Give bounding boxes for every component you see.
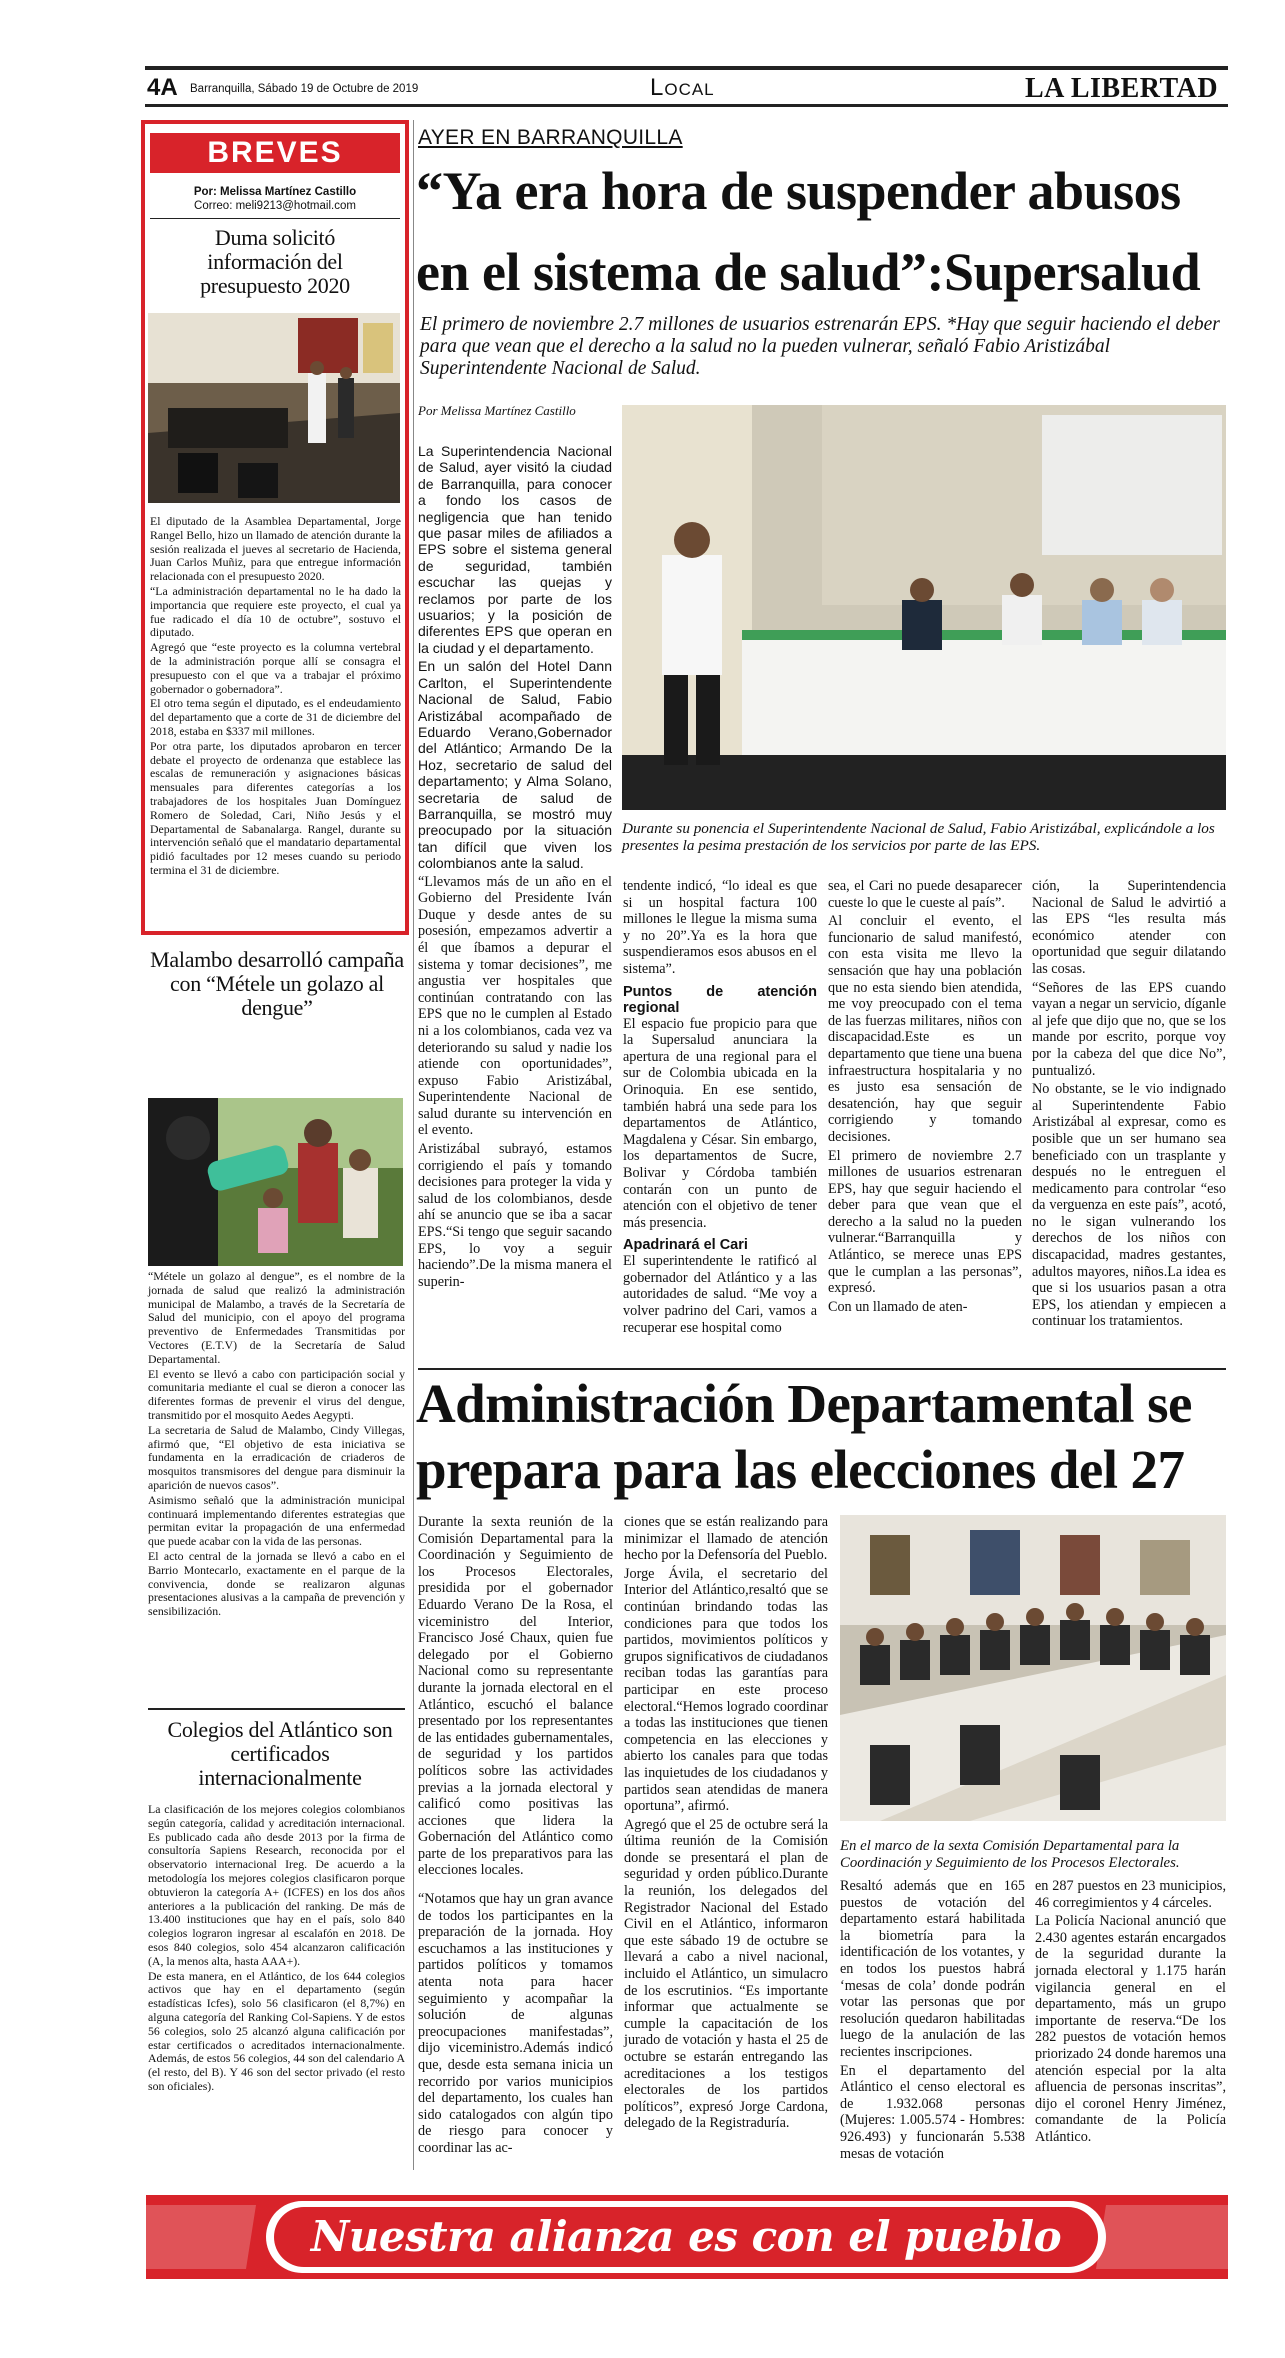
- header-bottom-rule: [145, 104, 1228, 107]
- story-divider: [418, 1368, 1226, 1370]
- breves-paragraph: Agregó que “este proyecto es la columna vertebral de la administración porque allí se consagra el presupuesto con el que va a trabajar el próximo gobernador o gobernadora”.: [150, 640, 401, 696]
- sidebar-divider: [148, 1708, 405, 1710]
- main-paragraph: “Llevamos más de un año en el Gobierno del Presidente Iván Duque y desde antes de su posesión, empezamos advertir a él que íbamos a depurar el sistema y tomar decisiones”, me angustia ver hospitales que continúan contratando con las EPS que no le cumplen al Estado ni a los colombianos, cada vez va deteriorando su salud y nadie los atiende con oportunidades”, expuso Fabio Aristizábal, Superintendente Nacional de salud durante su intervención en el evento.: [418, 873, 612, 1139]
- subhead-cari: Apadrinará el Cari: [623, 1237, 748, 1254]
- malambo-paragraph: El evento se llevó a cabo con participación social y comunitaria mediante el cual se dieron a conocer las diferentes formas de prevenir el virus del dengue, transmitido por el mosquito Aedes Aegypti.: [148, 1366, 405, 1422]
- malambo-photo: [148, 1098, 403, 1266]
- second-paragraph: Agregó que el 25 de octubre será la última reunión de la Comisión donde se presentará el plan de seguridad y orden público.Durante la reunión, los delegados del Registrador Nacional del Estado Civil en el Atlántico, informaron que este sábado 19 de octubre se llevará a cabo a nivel nacional, incluido el Atlántico, un simulacro de los escrutinios. “Es importante informar que actualmente se cumple la capacitación de los jurado de votación y hasta el 25 de octubre se estarán entregando las acreditaciones a los testigos electorales de los partidos políticos”, expresó Jorge Cardona, delegado de la Registraduría.: [624, 1816, 828, 2132]
- second-paragraph: Jorge Ávila, el secretario del Interior del Atlántico,resaltó que se continúan brindando todas las condiciones para que todos los partidos, movimientos políticos y grupos significativos de ciudadanos reciban todas las garantías para participar en este proceso electoral.“Hemos logrado coordinar a todas las instituciones que tienen competencia en las elecciones y abierto los canales para que todas las inquietudes de los ciudadanos y partidos sean atendidas de manera oportuna”, afirmó.: [624, 1565, 828, 1815]
- malambo-paragraph: La secretaria de Salud de Malambo, Cindy Villegas, afirmó que, “El objetivo de esta iniciativa se fundamenta en la erradicación de criaderos de mosquitos transmisores del dengue para disminuir la aparición de nuevos casos”.: [148, 1422, 405, 1492]
- sidebar-column-rule: [413, 120, 414, 2170]
- main-paragraph: El primero de noviembre 2.7 millones de usuarios estrenaran EPS, hay que seguir haciendo el deber para que vean que el derecho a la salud no la pueden vulnerar.“Barranquilla y Atlántico, se merece unas EPS que le cumplan a las personas”, expresó.: [828, 1147, 1022, 1297]
- second-paragraph: Resaltó además que en 165 puestos de votación del departamento estará habilitada la biometría para la identificación de los votantes, y en todos los puestos habrá ‘mesas de cola’ donde podrán votar las personas que por resolución quedaron habilitadas luego de la anulación de las recientes inscripciones.: [840, 1878, 1025, 2060]
- breves-paragraph: El diputado de la Asamblea Departamental, Jorge Rangel Bello, hizo un llamado de atención durante la sesión realizada el jueves al secretario de Hacienda, Juan Carlos Muñiz, para que entregue información relacionada con el presupuesto 2020.: [150, 514, 401, 584]
- second-paragraph: en 287 puestos en 23 municipios, 46 corregimientos y 4 cárceles.: [1035, 1878, 1226, 1911]
- main-paragraph: ción, la Superintendencia Nacional de Salud le advirtió a las EPS “les resulta más económico atender con oportunidad que seguir dilatando las cosas.: [1032, 878, 1226, 977]
- colegios-body: [148, 1803, 405, 2095]
- kicker: AYER EN BARRANQUILLA: [418, 126, 683, 149]
- main-column-2: [623, 878, 817, 1338]
- second-paragraph: “Notamos que hay un gran avance de todos los participantes en la preparación de la jornada. Hoy escuchamos a las instituciones y partidos políticos y tomamos atenta nota para hacer seguimiento y acompañar la solución de algunas preocupaciones manifestadas”, dijo viceministro.Además indicó que, desde esta semana inicia un recorrido por varios municipios del departamento, los cuales han sido catalogados con algún tipo de riesgo para conocer y coordinar las ac-: [418, 1891, 614, 2156]
- assembly-photo: [148, 313, 400, 503]
- second-headline-line2: prepara para las elecciones del 27: [416, 1439, 1185, 1500]
- newspaper-name: LA LIBERTAD: [1025, 73, 1219, 104]
- breves-headline: Duma solicitó información del presupuesto 2020: [200, 225, 350, 298]
- main-paragraph: La Superintendencia Nacional de Salud, ayer visitó la ciudad de Barranquilla, para conocer a fondo los casos de negligencia que han tenido que pasar miles de afiliados a EPS sobre el sistema general de seguridad, también escuchar las quejas y reclamos por parte de los usuarios; y la posición de diferentes EPS que operan en la ciudad y el departamento.: [418, 443, 612, 656]
- main-column-3: [828, 878, 1022, 1317]
- breves-title: BREVES: [150, 133, 400, 173]
- main-paragraph: Al concluir el evento, el funcionario de salud manifestó, con esta visita me llevo la sensación que hay una población que no esta siendo bien atendida, me voy preocupado con el tema de las fuerzas militares, niños con discapacidad.Este es un departamento que tiene una buena infraestructura hospitalaria y no es justo esa sensación de desatención, hay que seguir corrigiendo y tomando decisiones.: [828, 913, 1022, 1145]
- malambo-headline: Malambo desarrolló campaña con “Métele un golazo al dengue”: [150, 947, 404, 1020]
- main-headline-line1: “Ya era hora de suspender abusos: [416, 161, 1181, 221]
- second-paragraph: La Policía Nacional anunció que 2.430 agentes estarán encargados de la seguridad durante la jornada electoral y 1.175 harán vigilancia general en el departamento, más un grupo importante de reserva.“De los 282 puestos de votación hemos priorizado 24 donde haremos una atención especial por la alta afluencia de personas inscritas”, dijo el coronel Henry Jiménez, comandante de la Policía Atlántico.: [1035, 1913, 1226, 2145]
- breves-author: Por: Melissa Martínez Castillo: [193, 186, 357, 198]
- page-date: Barranquilla, Sábado 19 de Octubre de 2019: [190, 83, 419, 95]
- second-paragraph: Durante la sexta reunión de la Comisión Departamental para la Coordinación y Seguimiento de los Procesos Electorales, presidida por el gobernador Eduardo Verano De la Rosa, el viceministro del Interior, Francisco José Chaux, quien fue delegado por el Gobierno Nacional como su representante durante la jornada electoral en el Atlántico, escuchó el balance presentado por los representantes de las entidades gubernamentales, de seguridad y los partidos políticos sobre las actividades previas a la jornada electoral y calificó como positivas las acciones que lidera la Gobernación del Atlántico como parte de los preparativos para las elecciones locales.: [418, 1514, 613, 1879]
- section-label: Local: [650, 74, 715, 101]
- second-headline-line1: Administración Departamental se: [416, 1373, 1192, 1434]
- main-paragraph: En un salón del Hotel Dann Carlton, el Superintendente Nacional de Salud, Fabio Aristizábal acompañado de Eduardo Verano,Gobernador del Atlántico; Armando De la Hoz, secretario de salud del departamento; y Alma Solano, secretaria de salud de Barranquilla, se mostró muy preocupado por la situación tan difícil que viven los colombianos ante la salud.: [418, 658, 612, 872]
- header-top-rule: [145, 66, 1228, 70]
- second-column-1: [418, 1514, 613, 2159]
- breves-paragraph: Por otra parte, los diputados aprobaron en tercer debate el proyecto de ordenanza que establece las escalas de remuneración y asignaciones básicas mensuales para diferentes categorías a los trabajadores de los hospitales Juan Domínguez Romero de Soledad, Cari, Niño Jesús y el Departamental de Sabanalarga. Rangel, durante su intervención señaló que el mandatario departamental pidió facultades por 12 meses cuando su periodo termina el 31 de diciembre.: [150, 738, 401, 877]
- page-number: 4A: [147, 74, 178, 101]
- bottom-banner: [146, 2195, 1228, 2279]
- main-paragraph: El espacio fue propicio para que la Supersalud anunciara la apertura de una regional para el sur de Colombia ubicada en la Orinoquia. En ese sentido, también habrá una sede para los departamentos de Atlántico, Magdalena y César. Sin embargo, los departamentos de Sucre, Bolivar y Córdoba también contarán con un punto de atención con el objetivo de tener más presencia.: [623, 1015, 817, 1231]
- colegios-headline: Colegios del Atlántico son certificados internacionalmente: [167, 1717, 393, 1790]
- colegios-paragraph: La clasificación de los mejores colegios colombianos según categoría, calidad y acreditación internacional. Es publicado cada año desde 2013 por la firma de consultoría Sapiens Research, reconocida por el observatorio internacional Ireg. De acuerdo a la metodología los mejores colegios clasificaron porque obtuvieron la categoría A+ (ICFES) en los dos años anteriores a la publicación del ranking. De más de 13.400 instituciones que hay en el país, solo 840 colegios lograron ingresar al escalafón en 2018. De esos 840 colegios, solo 454 alcanzaron calificación (A, la menos alta, hasta AAA+).: [148, 1802, 405, 1968]
- second-column-2: [624, 1514, 828, 2134]
- main-paragraph: No obstante, se le vio indignado al Superintendente Fabio Aristizábal al expresar, como es posible que un ser humano sea beneficiado con un trasplante y después no le entreguen el medicamento para controlar “eso da verguenza en este país”, acotó, no le sigan vulnerando los derechos de los niños con discapacidad, madres gestantes, adultos mayores, niños.La idea es que si los usuarios pasan a otra EPS, los atiendan y empiecen a continuar los tratamientos.: [1032, 1081, 1226, 1330]
- main-column-1: [418, 443, 612, 1292]
- supersalud-photo: [622, 405, 1226, 810]
- comision-photo: [840, 1515, 1226, 1821]
- malambo-body: [148, 1270, 405, 1620]
- main-paragraph: El superintendente le ratificó al gobernador del Atlántico y a las autoridades de salud. “Me voy a volver padrino del Cari, vamos a recuperar ese hospital como: [623, 1253, 817, 1336]
- main-headline-line2: en el sistema de salud”:Supersalud: [416, 242, 1201, 302]
- main-paragraph: tendente indicó, “lo ideal es que si un hospital factura 100 millones le llegue la misma suma y no 20”.Ya es la hora que suspendieramos esos abusos en el sistema”.: [623, 878, 817, 977]
- malambo-paragraph: Asimismo señaló que la administración municipal continuará implementando diferentes estrategias que permitan evitar la propagación de una enfermedad que puede acabar con la vida de las personas.: [148, 1492, 405, 1549]
- breves-email: Correo: meli9213@hotmail.com: [194, 200, 356, 212]
- second-column-3: [840, 1878, 1025, 2164]
- second-column-4: [1035, 1878, 1226, 2148]
- main-byline: Por Melissa Martínez Castillo: [418, 403, 576, 418]
- main-paragraph: Aristizábal subrayó, estamos corrigiendo el país y tomando decisiones para proteger la vida y salud de los colombianos, desde ahí se anuncio que se iba a sacar EPS.“Si tengo que seguir sacando EPS, lo voy a seguir haciendo”.De la misma manera el superin-: [418, 1141, 612, 1290]
- breves-paragraph: El otro tema según el diputado, es el endeudamiento del departamento que a corte de 31 de diciembre del 2018, estaba en $337 mil millones.: [150, 696, 401, 738]
- main-paragraph: sea, el Cari no puede desaparecer cueste lo que le cueste al país”.: [828, 878, 1022, 911]
- comision-photo-caption: En el marco de la sexta Comisión Departamental para la Coordinación y Seguimiento de los Procesos Electorales.: [840, 1838, 1180, 1871]
- second-paragraph: En el departamento del Atlántico el censo electoral es de 1.932.068 personas (Mujeres: 1.005.574 - Hombres: 926.493) y funcionarán 5.538 mesas de votación: [840, 2062, 1025, 2162]
- main-deck: El primero de noviembre 2.7 millones de usuarios estrenarán EPS. *Hay que seguir haciendo el deber para que vean que el derecho a la salud no la pueden vulnerar, señaló Fabio Aristizábal Superintendente Nacional de Salud.: [420, 314, 1220, 379]
- main-paragraph: Con un llamado de aten-: [828, 1298, 968, 1315]
- main-paragraph: “Señores de las EPS cuando vayan a negar un servicio, díganle al jefe que dijo que no, que se los mande por escrito, porque voy por la cabeza del que dice No”, puntualizó.: [1032, 979, 1226, 1079]
- banner-text: Nuestra alianza es con el pueblo: [310, 2212, 1062, 2261]
- main-column-4: [1032, 878, 1226, 1332]
- breves-body: [150, 515, 401, 879]
- malambo-paragraph: El acto central de la jornada se llevó a cabo en el Barrio Montecarlo, exactamente en el parque de la convivencia, donde se realizaron algunas presentaciones alusivas a la campaña de prevención y sensibilización.: [148, 1548, 405, 1619]
- colegios-paragraph: De esta manera, en el Atlántico, de los 644 colegios activos que hay en el departamento (según estadísticas Icfes), solo 56 clasificaron (el 8,7%) en alguna categoría del Ranking Col-Sapiens. Y de estos 56 colegios, solo 25 alcanzó alguna calificación por estar certificados o acreditados internacionalmente. Además, de estos 56 colegios, 44 son del calendario A (el resto, del B). Y 46 son del sector privado (el resto son oficiales).: [148, 1968, 405, 2093]
- breves-paragraph: “La administración departamental no le ha dado la importancia que requiere este proyecto, el cual ya fue radicado el día 10 de octubre”, sostuvo el diputado.: [150, 583, 401, 640]
- malambo-paragraph: “Métele un golazo al dengue”, es el nombre de la jornada de salud que realizó la administración municipal de Malambo, a través de la Secretaría de Salud del municipio, con el apoyo del programa preventivo de Enfermedades Transmitidas por Vectores (E.T.V) de la Secretaría de Salud Departamental.: [148, 1269, 405, 1366]
- subhead-regional: Puntos de atención regional: [623, 983, 817, 1016]
- breves-divider: [150, 218, 400, 219]
- second-paragraph: ciones que se están realizando para minimizar el llamado de atención hecho por la Defensoría del Pueblo.: [624, 1514, 828, 1564]
- main-photo-caption: Durante su ponencia el Superintendente Nacional de Salud, Fabio Aristizábal, explicándole a los presentes la pesima prestación de los servicios por parte de las EPS.: [622, 820, 1215, 854]
